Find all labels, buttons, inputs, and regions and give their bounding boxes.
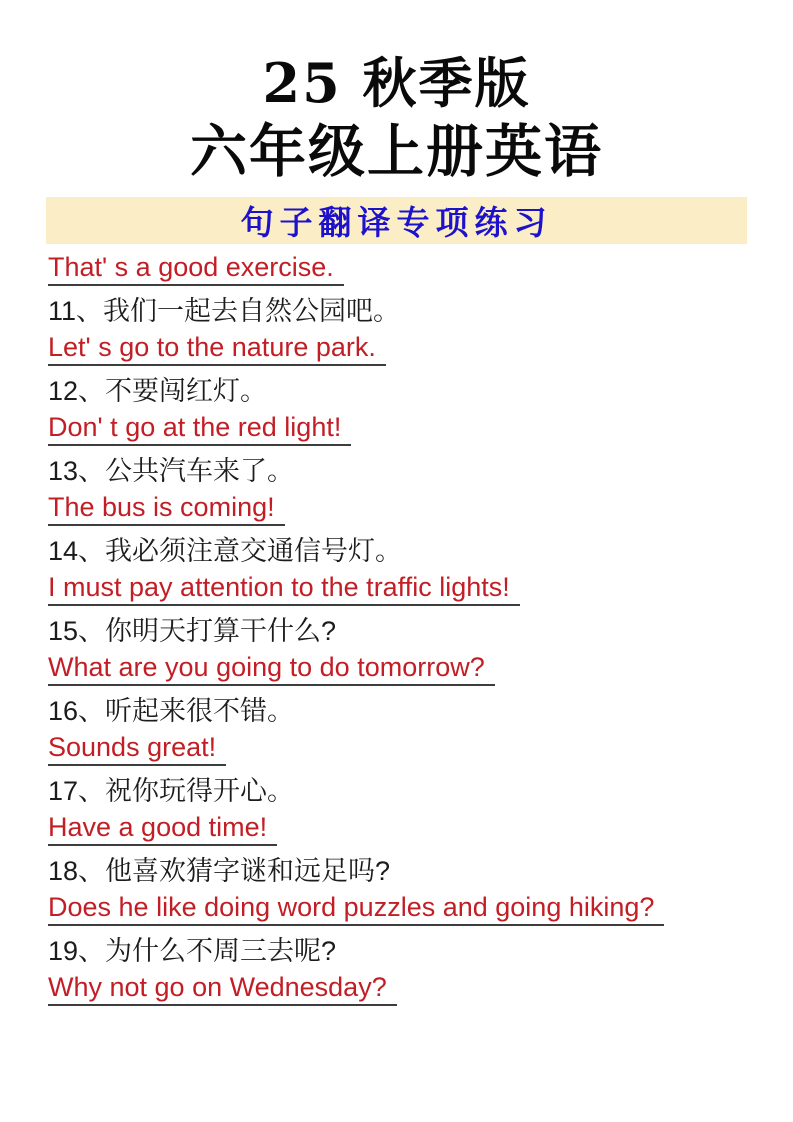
answer-line (48, 649, 753, 689)
answer-text: Sounds great! (48, 732, 226, 767)
answer-line (48, 409, 753, 449)
answer-text: Does he like doing word puzzles and going hiking? (48, 892, 664, 927)
answer-line (48, 809, 753, 849)
answer-text: Let' s go to the nature park. (48, 332, 386, 367)
section-banner-label: 句子翻译专项练习 (240, 203, 553, 241)
answer-line (48, 569, 753, 609)
section-banner (46, 197, 747, 244)
question-text: 17、祝你玩得开心。 (48, 776, 295, 807)
answer-line (48, 889, 753, 929)
answer-text: Have a good time! (48, 812, 277, 847)
question-line (48, 689, 753, 729)
question-text: 12、不要闯红灯。 (48, 376, 268, 407)
question-text: 13、公共汽车来了。 (48, 456, 295, 487)
answer-text: Don' t go at the red light! (48, 412, 351, 447)
question-line (48, 289, 753, 329)
question-text: 16、听起来很不错。 (48, 696, 295, 727)
answer-text: What are you going to do tomorrow? (48, 652, 495, 687)
question-text: 14、我必须注意交通信号灯。 (48, 536, 403, 567)
answer-line (48, 729, 753, 769)
answer-line (48, 329, 753, 369)
question-line (48, 529, 753, 569)
answer-text: Why not go on Wednesday? (48, 972, 397, 1007)
answer-text: The bus is coming! (48, 492, 285, 527)
question-line (48, 369, 753, 409)
answer-line (48, 249, 753, 289)
question-text: 18、他喜欢猜字谜和远足吗? (48, 856, 391, 887)
page-subtitle: 六年级上册英语 (190, 117, 603, 185)
exercise-list (0, 244, 793, 1009)
answer-text: I must pay attention to the traffic lights! (48, 572, 520, 607)
answer-line (48, 969, 753, 1009)
question-line (48, 609, 753, 649)
question-text: 15、你明天打算干什么? (48, 616, 337, 647)
page-title: 25 秋季版 (262, 51, 531, 115)
question-text: 19、为什么不周三去呢? (48, 936, 337, 967)
question-text: 11、我们一起去自然公园吧。 (48, 296, 401, 327)
question-line (48, 929, 753, 969)
question-line (48, 769, 753, 809)
question-line (48, 849, 753, 889)
question-line (48, 449, 753, 489)
answer-text: That' s a good exercise. (48, 252, 344, 287)
answer-line (48, 489, 753, 529)
